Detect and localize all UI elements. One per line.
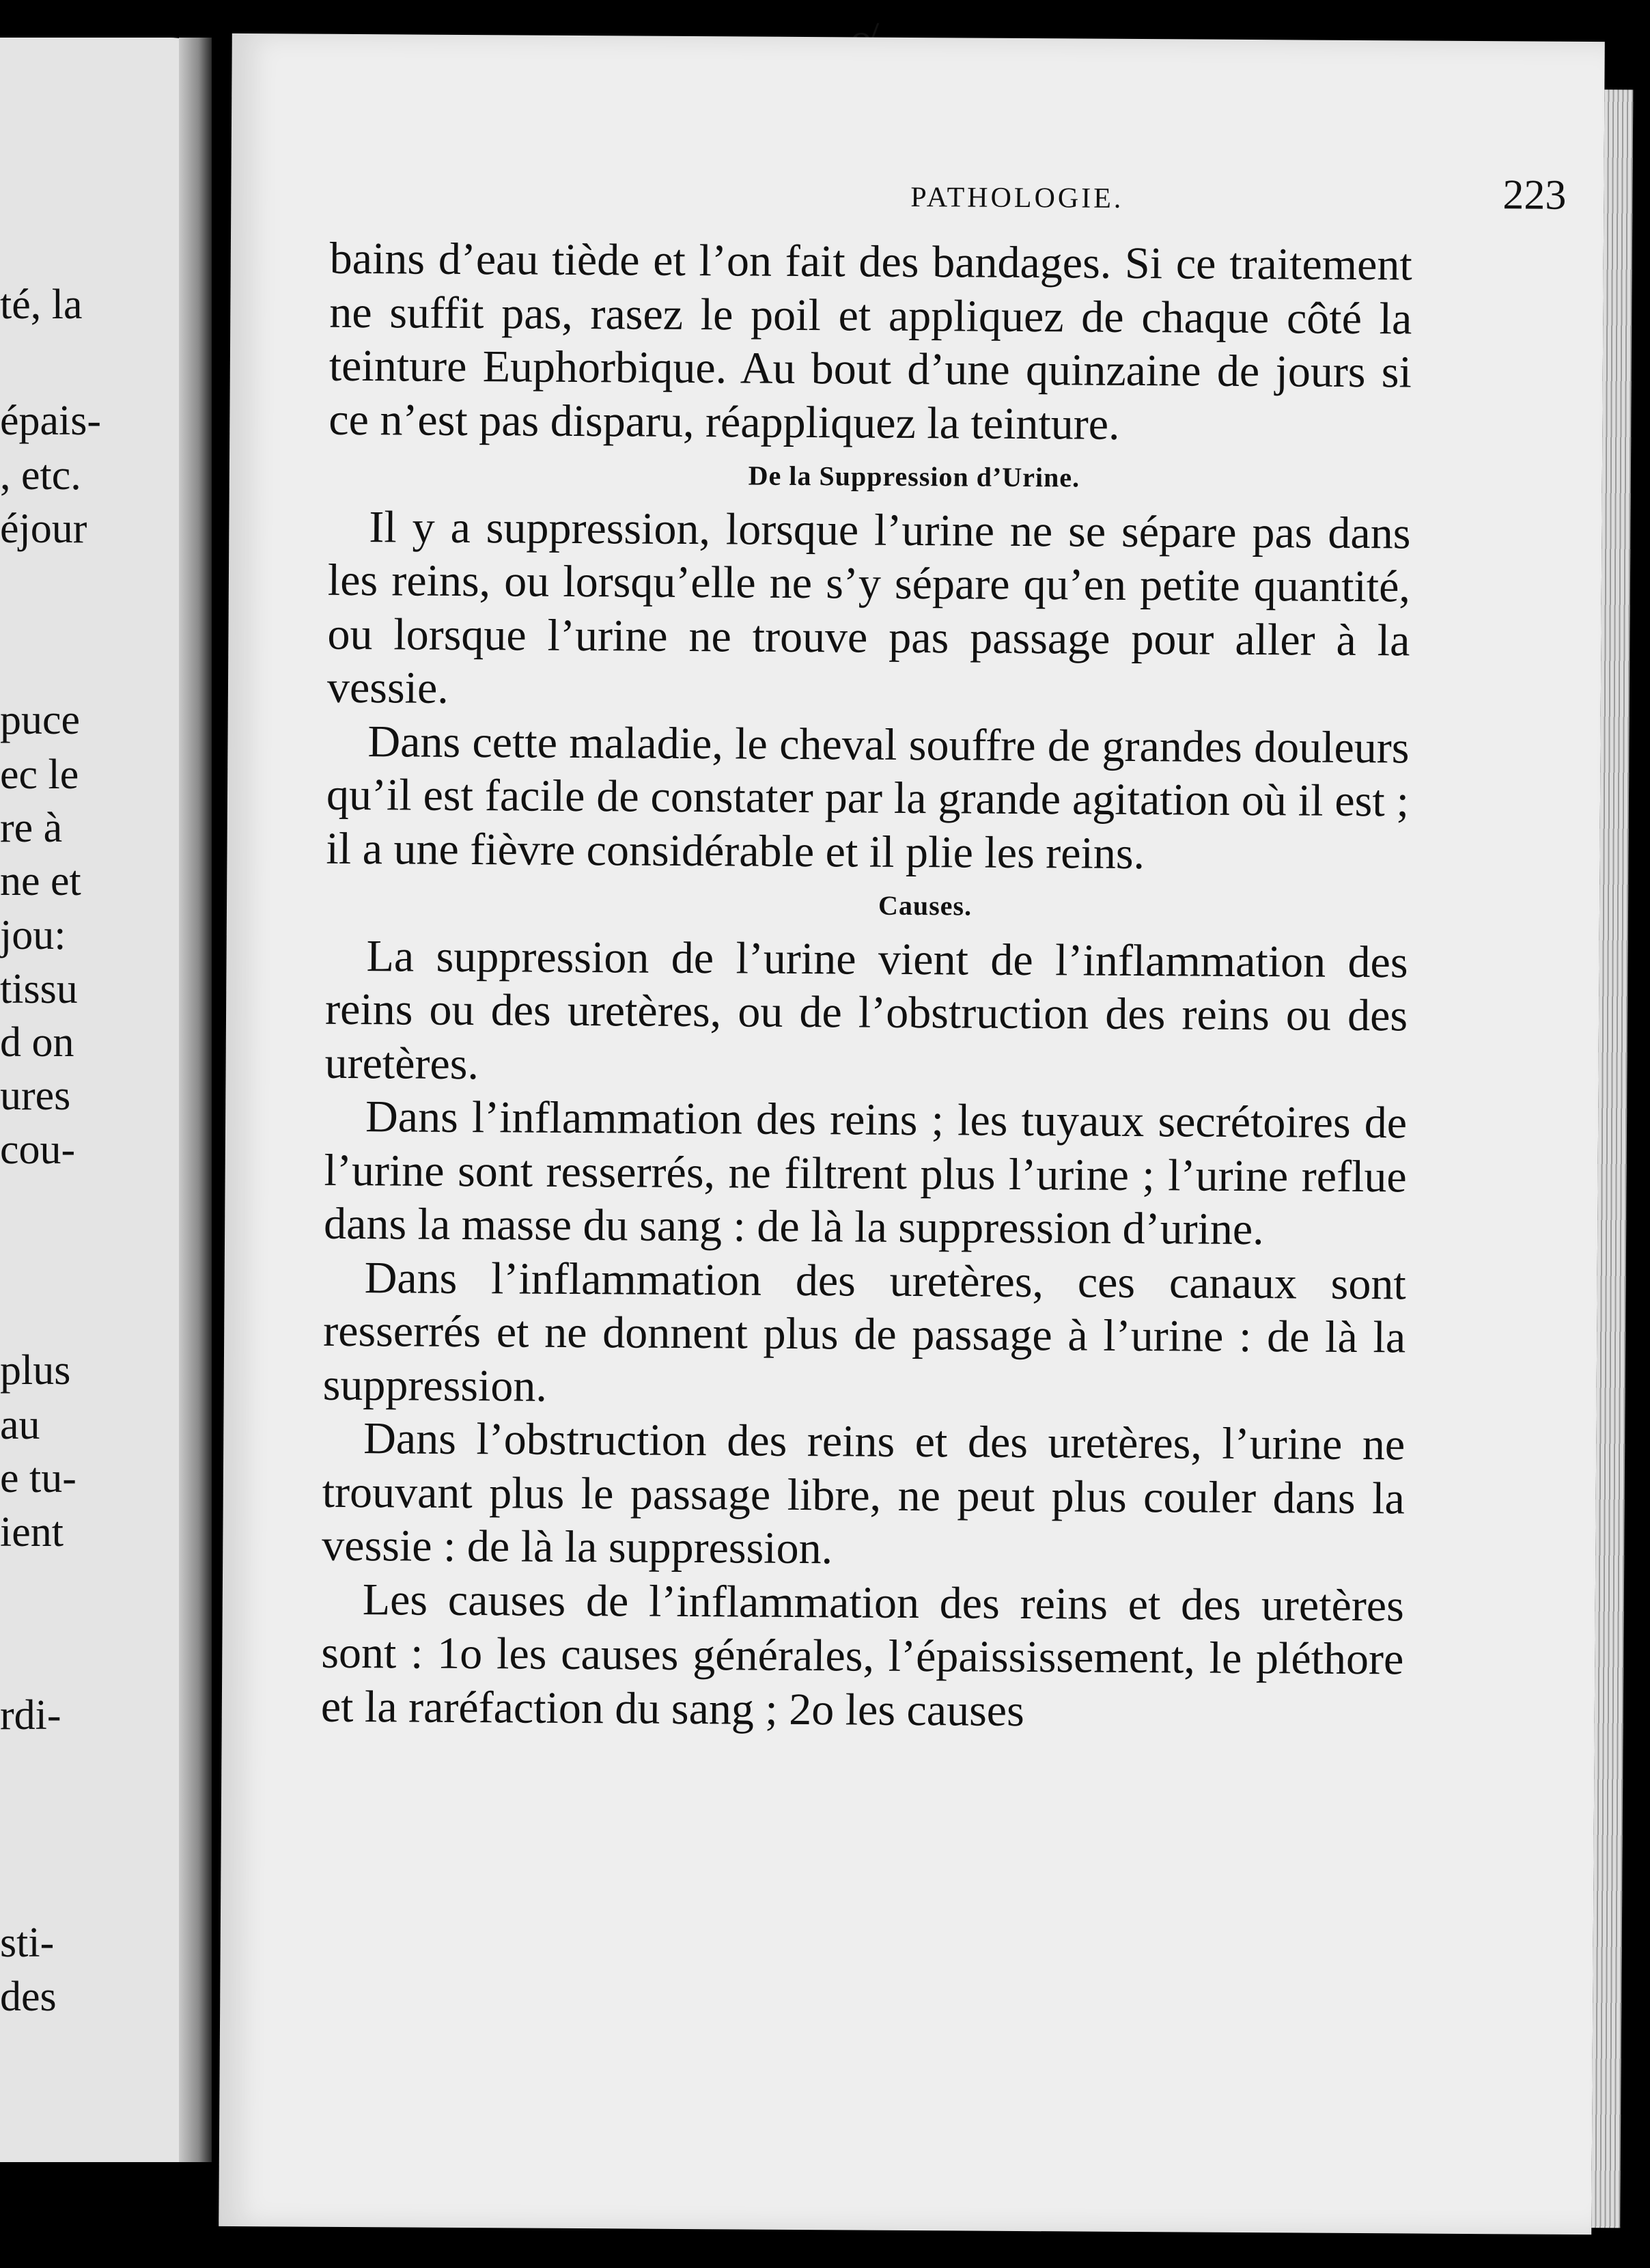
left-page-line: e tu- xyxy=(0,1455,76,1502)
left-page-line: tissu xyxy=(0,966,78,1012)
page-number: 223 xyxy=(1502,171,1567,219)
left-page-line: sti- xyxy=(0,1920,55,1966)
paragraph: bains d’eau tiède et l’on fait des bandages. Si ce traitement ne suffit pas, rasez le poil et appliquez de chaque côté la teinture Euphorbique. Au bout d’une quinzaine de jours si ce n’est pas disparu, réappliquez la teinture. xyxy=(328,233,1413,450)
left-page-line: ec le xyxy=(0,751,79,798)
paragraph: Dans l’inflammation des reins ; les tuyaux secrétoires de l’urine sont resserrés, ne filtrent plus l’urine ; l’urine reflue dans la masse du sang : de là la suppression d’urine. xyxy=(323,1092,1408,1255)
paragraph: La suppression de l’urine vient de l’inflammation des reins ou des uretères, ou de l’obstruction des reins ou des uretères. xyxy=(324,930,1408,1089)
left-page-line: té, la xyxy=(0,281,83,328)
left-page-line: jou: xyxy=(0,912,66,958)
left-page-line: cou- xyxy=(0,1126,76,1173)
body-text xyxy=(321,232,1412,1741)
left-page-line: d on xyxy=(0,1019,74,1066)
book-gutter xyxy=(179,38,212,2162)
section-heading: De la Suppression d’Urine. xyxy=(748,460,1080,493)
section-heading: Causes. xyxy=(878,889,973,922)
left-page-line: plus xyxy=(0,1347,71,1394)
running-title: PATHOLOGIE. xyxy=(910,181,1124,215)
left-page-line: ures xyxy=(0,1073,71,1119)
left-page-line: , etc. xyxy=(0,452,81,499)
left-page-line: ne et xyxy=(0,858,81,904)
page-edges xyxy=(1591,89,1633,2228)
paragraph: Dans l’inflammation des uretères, ces canaux sont resserrés et ne donnent plus de passage à l’urine : de là la suppression. xyxy=(322,1252,1406,1411)
running-head xyxy=(299,163,1566,225)
left-page-line: des xyxy=(0,1974,57,2020)
book-page xyxy=(219,33,1605,2235)
paragraph: Les causes de l’inflammation des reins et des uretères sont : 1o les causes générales, l’épaississement, le pléthore et la raréfaction du sang ; 2o les causes xyxy=(320,1574,1405,1736)
paragraph: Dans l’obstruction des reins et des uretères, l’urine ne trouvant plus le passage libre, ne peut plus couler dans la vessie : de là la suppression. xyxy=(322,1413,1406,1574)
left-page-line: re à xyxy=(0,805,63,851)
left-page-line: rdi- xyxy=(0,1692,61,1739)
left-page-line: éjour xyxy=(0,506,87,552)
paragraph: Il y a suppression, lorsque l’urine ne se sépare pas dans les reins, ou lorsqu’elle ne s’y sépare qu’en petite quantité, ou lorsque l’urine ne trouve pas passage pour aller à la vessie. xyxy=(326,501,1411,713)
left-page-line: épais- xyxy=(0,398,102,444)
left-page-line: ient xyxy=(0,1509,64,1555)
paragraph: Dans cette maladie, le cheval souffre de grandes douleurs qu’il est facile de constater par la grande agitation où il est ; il a une fièvre considérable et il plie les reins. xyxy=(326,716,1410,879)
left-page-line: puce xyxy=(0,697,81,743)
previous-page xyxy=(0,38,205,2162)
left-page-line: au xyxy=(0,1402,40,1448)
